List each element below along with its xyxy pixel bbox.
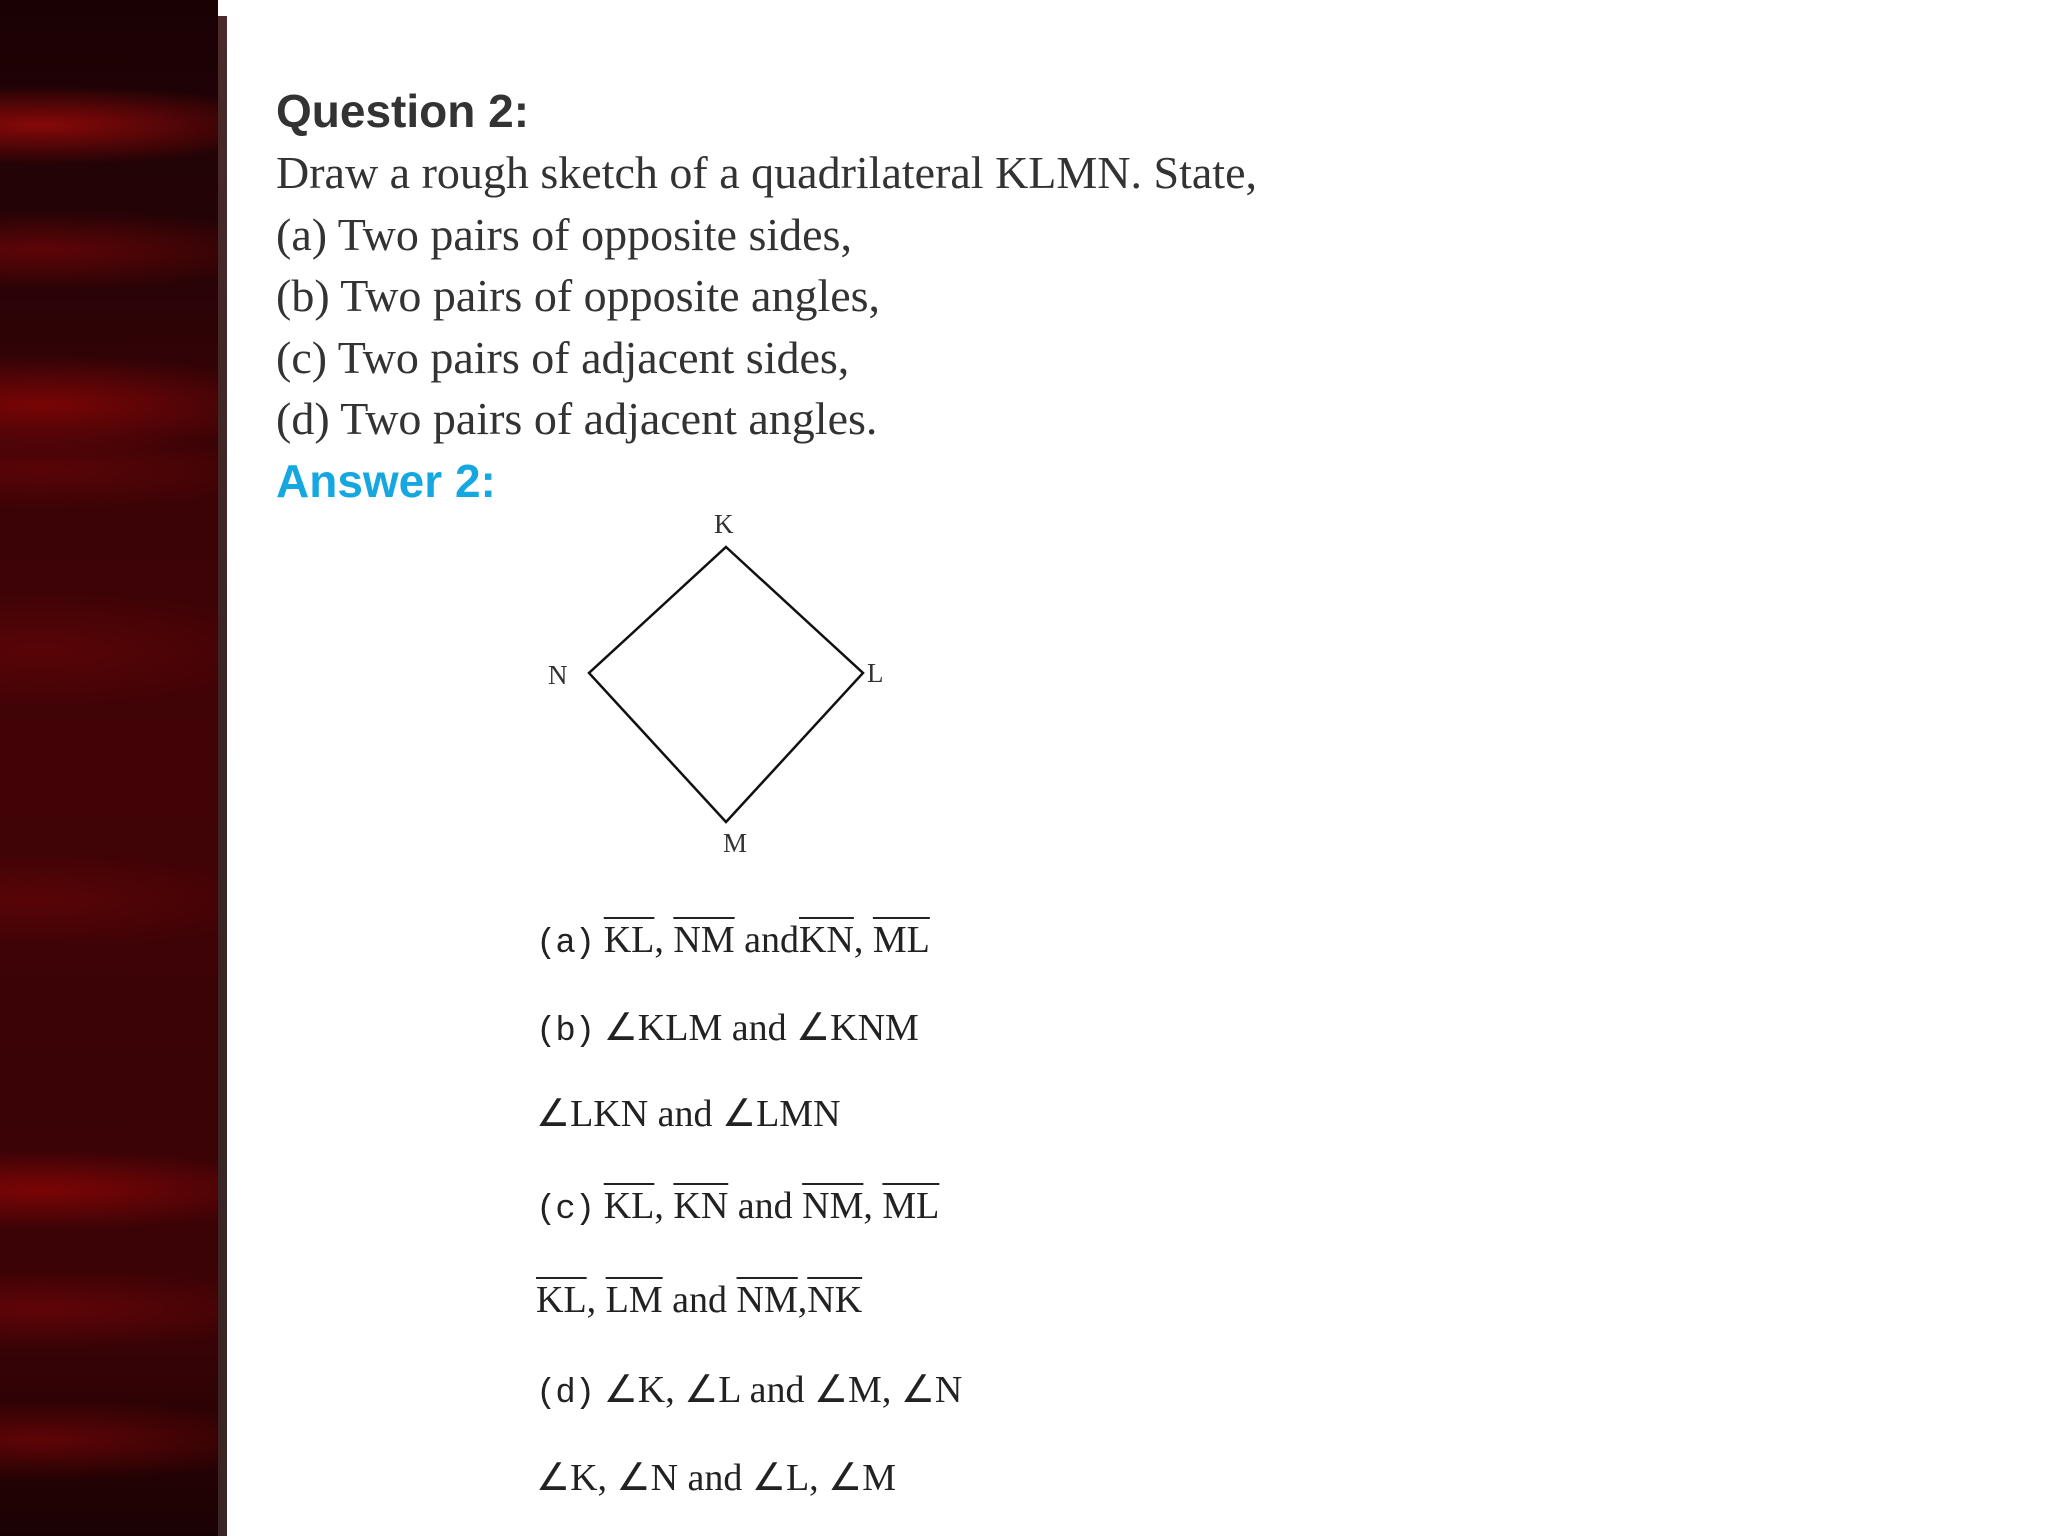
segment-kn: $\overline{KN}$ xyxy=(673,1185,729,1227)
answer-part-c-line1: (c) $\overline{KL}$, $\overline{KN}$ and $\overline{NM}$, $\overline{ML}$ xyxy=(536,1185,940,1229)
answer-part-b-line2 xyxy=(536,1092,841,1136)
question-part-d: (d) Two pairs of adjacent angles. xyxy=(276,393,878,444)
vertex-label-m: M xyxy=(723,828,748,858)
slide-content xyxy=(276,80,1976,512)
decorative-sidebar xyxy=(0,0,218,1536)
vertex-label-l: L xyxy=(867,658,884,688)
answer-part-d-line1 xyxy=(536,1368,962,1416)
vertex-label-n: N xyxy=(548,660,568,690)
segment-kl: $\overline{KL}$ xyxy=(603,919,655,961)
and-text: and xyxy=(744,919,799,961)
quadrilateral-klmn-figure xyxy=(520,500,940,880)
question-part-a: (a) Two pairs of opposite sides, xyxy=(276,208,852,260)
and-text: and xyxy=(737,1185,793,1227)
opposite-angles-pair-2: ∠LKN and ∠LMN xyxy=(536,1093,841,1135)
segment-ml: $\overline{ML}$ xyxy=(872,919,930,961)
question-prompt: Draw a rough sketch of a quadrilateral KLMN. State, xyxy=(276,147,1258,198)
answer-part-b-line1 xyxy=(536,1006,919,1054)
segment-ml: $\overline{ML}$ xyxy=(882,1185,940,1227)
opposite-angles-pair-1: ∠KLM and ∠KNM xyxy=(603,1007,919,1049)
question-part-c: (c) Two pairs of adjacent sides, xyxy=(276,331,850,383)
sidebar-edge xyxy=(218,16,227,1536)
question-title: Question 2: xyxy=(276,85,530,137)
segment-kl: $\overline{KL}$ xyxy=(603,1185,655,1227)
segment-kn: $\overline{KN}$ xyxy=(798,919,854,961)
answer-part-a: (a) $\overline{KL}$, $\overline{NM}$ $and\overline{KN}$, $\overline{ML}$ xyxy=(536,919,930,963)
answer-part-d-line2 xyxy=(536,1456,896,1500)
segment-nm: $\overline{NM}$ xyxy=(673,919,735,961)
adjacent-angles-pair-1: ∠K, ∠L and ∠M, ∠N xyxy=(603,1369,963,1411)
and-text: and xyxy=(672,1279,728,1321)
answer-a-prefix: (a) xyxy=(536,925,595,963)
segment-kl: $\overline{KL}$ xyxy=(536,1279,587,1321)
segment-lm: $\overline{LM}$ xyxy=(605,1279,663,1321)
segment-nm: $\overline{NM}$ xyxy=(736,1279,798,1321)
quadrilateral-diagram xyxy=(520,500,940,880)
answer-title: Answer 2: xyxy=(276,454,496,507)
answer-c-prefix: (c) xyxy=(536,1191,595,1229)
adjacent-angles-pair-2: ∠K, ∠N and ∠L, ∠M xyxy=(536,1457,897,1499)
segment-nk: $\overline{NK}$ xyxy=(807,1279,863,1321)
answer-part-c-line2: $\overline{KL}$, $\overline{LM}$ and $\overline{NM},\overline{NK}$ xyxy=(536,1279,863,1321)
answer-b-prefix: (b) xyxy=(536,1013,595,1051)
vertex-label-k: K xyxy=(714,509,734,539)
segment-nm: $\overline{NM}$ xyxy=(802,1185,864,1227)
question-part-b: (b) Two pairs of opposite angles, xyxy=(276,270,881,321)
answer-d-prefix: (d) xyxy=(536,1375,595,1413)
